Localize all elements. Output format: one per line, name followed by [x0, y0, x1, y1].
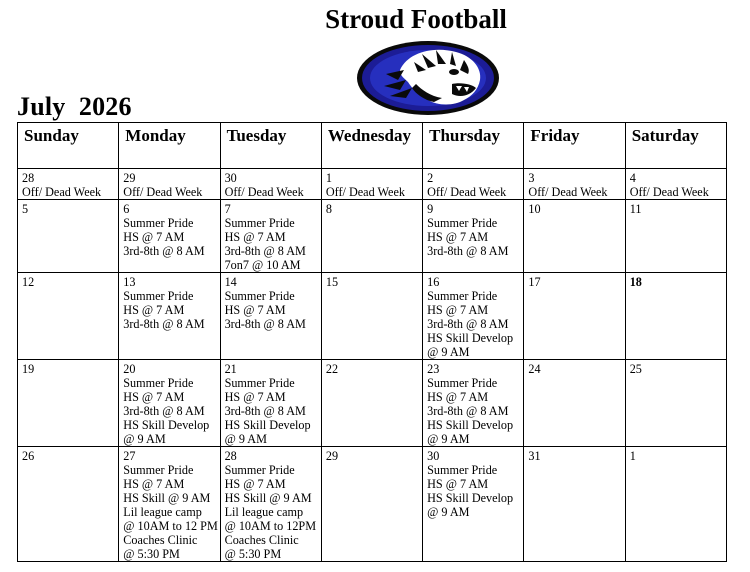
- day-content: [119, 273, 219, 331]
- calendar-grid: [17, 122, 727, 562]
- event-line: 3rd-8th @ 8 AM: [224, 317, 306, 331]
- event-line: HS @ 7 AM: [427, 230, 489, 244]
- day-content: [626, 447, 726, 463]
- calendar-day-cell: [524, 447, 625, 562]
- event-line: HS Skill Develop: [224, 418, 311, 432]
- event-line: @ 5:30 PM: [123, 547, 180, 561]
- day-content: [119, 360, 219, 446]
- day-number: 22: [325, 362, 339, 376]
- event-line: Summer Pride: [123, 216, 194, 230]
- event-line: HS @ 7 AM: [224, 390, 286, 404]
- day-content: [322, 360, 422, 376]
- calendar-day-cell: [524, 169, 625, 200]
- day-number: 9: [427, 202, 434, 216]
- weekday-header: Monday: [119, 123, 220, 169]
- day-content: [524, 360, 624, 376]
- day-content: [221, 200, 321, 272]
- event-line: 3rd-8th @ 8 AM: [427, 317, 509, 331]
- day-content: [423, 169, 523, 199]
- day-content: [119, 200, 219, 258]
- event-line: HS @ 7 AM: [224, 477, 286, 491]
- day-content: [18, 447, 118, 463]
- day-number: 7: [224, 202, 231, 216]
- event-line: HS @ 7 AM: [123, 303, 185, 317]
- day-content: [18, 169, 118, 199]
- event-line: Summer Pride: [427, 216, 498, 230]
- calendar-day-cell: [321, 447, 422, 562]
- day-number: 5: [22, 202, 29, 216]
- event-line: Off/ Dead Week: [528, 185, 608, 199]
- event-line: Summer Pride: [427, 289, 498, 303]
- day-content: [626, 360, 726, 376]
- day-number: 23: [427, 362, 440, 376]
- day-content: [322, 169, 422, 199]
- calendar-day-cell: [220, 273, 321, 360]
- calendar-day-cell: [119, 169, 220, 200]
- calendar-week-row: [18, 360, 727, 447]
- calendar-week-row: [18, 273, 727, 360]
- event-line: Lil league camp: [224, 505, 304, 519]
- calendar-day-cell: [220, 200, 321, 273]
- day-content: [322, 273, 422, 289]
- event-line: 3rd-8th @ 8 AM: [427, 244, 509, 258]
- day-number: 4: [629, 171, 636, 185]
- event-line: @ 10AM to 12 PM: [123, 519, 218, 533]
- day-number: 28: [224, 449, 237, 463]
- day-number: 1: [629, 449, 636, 463]
- day-number: 21: [224, 362, 237, 376]
- calendar-day-cell: [524, 200, 625, 273]
- calendar-day-cell: [423, 447, 524, 562]
- day-content: [221, 360, 321, 446]
- event-line: Coaches Clinic: [123, 533, 198, 547]
- day-content: [423, 447, 523, 519]
- day-content: [423, 200, 523, 258]
- day-content: [322, 200, 422, 216]
- event-line: Off/ Dead Week: [325, 185, 405, 199]
- calendar-day-cell: [119, 447, 220, 562]
- event-line: @ 5:30 PM: [224, 547, 282, 561]
- event-line: HS @ 7 AM: [123, 477, 185, 491]
- calendar-day-cell: [220, 447, 321, 562]
- calendar-day-cell: [220, 360, 321, 447]
- day-number: 28: [22, 171, 35, 185]
- event-line: Summer Pride: [224, 216, 295, 230]
- day-number: 1: [325, 171, 332, 185]
- event-line: @ 9 AM: [123, 432, 166, 446]
- weekday-header: Friday: [524, 123, 625, 169]
- event-line: HS @ 7 AM: [427, 477, 489, 491]
- event-line: HS Skill Develop: [427, 491, 514, 505]
- event-line: @ 9 AM: [224, 432, 267, 446]
- calendar-day-cell: [321, 200, 422, 273]
- event-line: Summer Pride: [427, 376, 498, 390]
- day-content: [221, 447, 321, 561]
- weekday-header: Wednesday: [321, 123, 422, 169]
- event-line: HS Skill Develop: [427, 331, 514, 345]
- calendar-day-cell: [321, 273, 422, 360]
- event-line: Off/ Dead Week: [22, 185, 102, 199]
- event-line: HS Skill @ 9 AM: [123, 491, 211, 505]
- event-line: 3rd-8th @ 8 AM: [123, 244, 205, 258]
- weekday-header: Sunday: [18, 123, 119, 169]
- day-number: 16: [427, 275, 440, 289]
- day-content: [18, 273, 118, 289]
- calendar-week-row: [18, 447, 727, 562]
- event-line: Coaches Clinic: [224, 533, 299, 547]
- event-line: @ 9 AM: [427, 505, 470, 519]
- calendar-day-cell: [119, 360, 220, 447]
- day-content: [119, 447, 219, 561]
- event-line: Summer Pride: [123, 376, 194, 390]
- event-line: Summer Pride: [427, 463, 498, 477]
- day-number: 29: [325, 449, 339, 463]
- day-number: 6: [123, 202, 130, 216]
- day-number: 3: [528, 171, 535, 185]
- page-title: Stroud Football: [325, 4, 507, 34]
- event-line: Off/ Dead Week: [224, 185, 304, 199]
- calendar-day-cell: [18, 360, 119, 447]
- calendar-day-cell: [321, 169, 422, 200]
- day-content: [18, 200, 118, 216]
- day-number: 30: [427, 449, 440, 463]
- weekday-header: Saturday: [625, 123, 726, 169]
- day-content: [626, 200, 726, 216]
- day-number: 15: [325, 275, 339, 289]
- calendar-day-cell: [18, 273, 119, 360]
- day-content: [322, 447, 422, 463]
- event-line: HS Skill Develop: [123, 418, 210, 432]
- day-content: [626, 169, 726, 199]
- day-content: [119, 169, 219, 199]
- day-number: 10: [528, 202, 541, 216]
- day-number: 17: [528, 275, 541, 289]
- event-line: @ 9 AM: [427, 432, 470, 446]
- event-line: 3rd-8th @ 8 AM: [123, 404, 205, 418]
- event-line: Off/ Dead Week: [427, 185, 507, 199]
- event-line: Summer Pride: [123, 463, 194, 477]
- day-content: [221, 273, 321, 331]
- event-line: 7on7 @ 10 AM: [224, 258, 301, 272]
- event-line: HS @ 7 AM: [123, 230, 185, 244]
- calendar-day-cell: [119, 200, 220, 273]
- day-content: [524, 200, 624, 216]
- event-line: Off/ Dead Week: [629, 185, 709, 199]
- calendar-day-cell: [524, 273, 625, 360]
- day-number: 2: [427, 171, 434, 185]
- day-content: [524, 169, 624, 199]
- calendar-day-cell: [423, 273, 524, 360]
- calendar-week-row: [18, 200, 727, 273]
- event-line: Summer Pride: [224, 289, 295, 303]
- calendar-day-cell: [423, 200, 524, 273]
- day-number: 20: [123, 362, 136, 376]
- day-content: [423, 360, 523, 446]
- day-content: [524, 273, 624, 289]
- day-content: [423, 273, 523, 359]
- event-line: HS @ 7 AM: [224, 303, 286, 317]
- calendar-day-cell: [423, 360, 524, 447]
- event-line: HS @ 7 AM: [123, 390, 185, 404]
- calendar-day-cell: [119, 273, 220, 360]
- event-line: 3rd-8th @ 8 AM: [123, 317, 205, 331]
- day-number: 26: [22, 449, 35, 463]
- event-line: Summer Pride: [224, 376, 295, 390]
- weekday-header: Tuesday: [220, 123, 321, 169]
- event-line: 3rd-8th @ 8 AM: [427, 404, 509, 418]
- day-number: 11: [629, 202, 642, 216]
- weekday-header: Thursday: [423, 123, 524, 169]
- event-line: Off/ Dead Week: [123, 185, 203, 199]
- event-line: Summer Pride: [224, 463, 295, 477]
- day-number: 25: [629, 362, 642, 376]
- day-content: [524, 447, 624, 463]
- day-number: 27: [123, 449, 136, 463]
- day-content: [626, 273, 726, 289]
- calendar-day-cell: [18, 447, 119, 562]
- day-number: 8: [325, 202, 332, 216]
- day-number: 12: [22, 275, 35, 289]
- calendar-day-cell: [625, 447, 726, 562]
- day-number: 30: [224, 171, 237, 185]
- day-content: [18, 360, 118, 376]
- calendar-day-cell: [220, 169, 321, 200]
- event-line: @ 9 AM: [427, 345, 470, 359]
- event-line: Summer Pride: [123, 289, 194, 303]
- event-line: HS Skill @ 9 AM: [224, 491, 312, 505]
- calendar-day-cell: [18, 200, 119, 273]
- day-number: 29: [123, 171, 136, 185]
- day-number: 24: [528, 362, 541, 376]
- event-line: HS Skill Develop: [427, 418, 514, 432]
- day-content: [221, 169, 321, 199]
- calendar-week-row: [18, 169, 727, 200]
- event-line: 3rd-8th @ 8 AM: [224, 404, 306, 418]
- event-line: HS @ 7 AM: [427, 303, 489, 317]
- calendar-day-cell: [625, 169, 726, 200]
- event-line: @ 10AM to 12PM: [224, 519, 317, 533]
- day-number: 31: [528, 449, 541, 463]
- day-number: 14: [224, 275, 237, 289]
- day-number: 19: [22, 362, 35, 376]
- calendar-day-cell: [321, 360, 422, 447]
- event-line: 3rd-8th @ 8 AM: [224, 244, 306, 258]
- day-number: 18: [629, 275, 642, 289]
- calendar-day-cell: [524, 360, 625, 447]
- calendar-day-cell: [625, 200, 726, 273]
- day-number: 13: [123, 275, 136, 289]
- month-label: July 2026: [17, 92, 132, 121]
- calendar-day-cell: [423, 169, 524, 200]
- calendar-day-cell: [625, 360, 726, 447]
- tiger-head-icon: [356, 40, 500, 116]
- event-line: HS @ 7 AM: [224, 230, 286, 244]
- calendar-day-cell: [18, 169, 119, 200]
- event-line: HS @ 7 AM: [427, 390, 489, 404]
- event-line: Lil league camp: [123, 505, 202, 519]
- calendar-day-cell: [625, 273, 726, 360]
- weekday-header-row: [18, 123, 727, 169]
